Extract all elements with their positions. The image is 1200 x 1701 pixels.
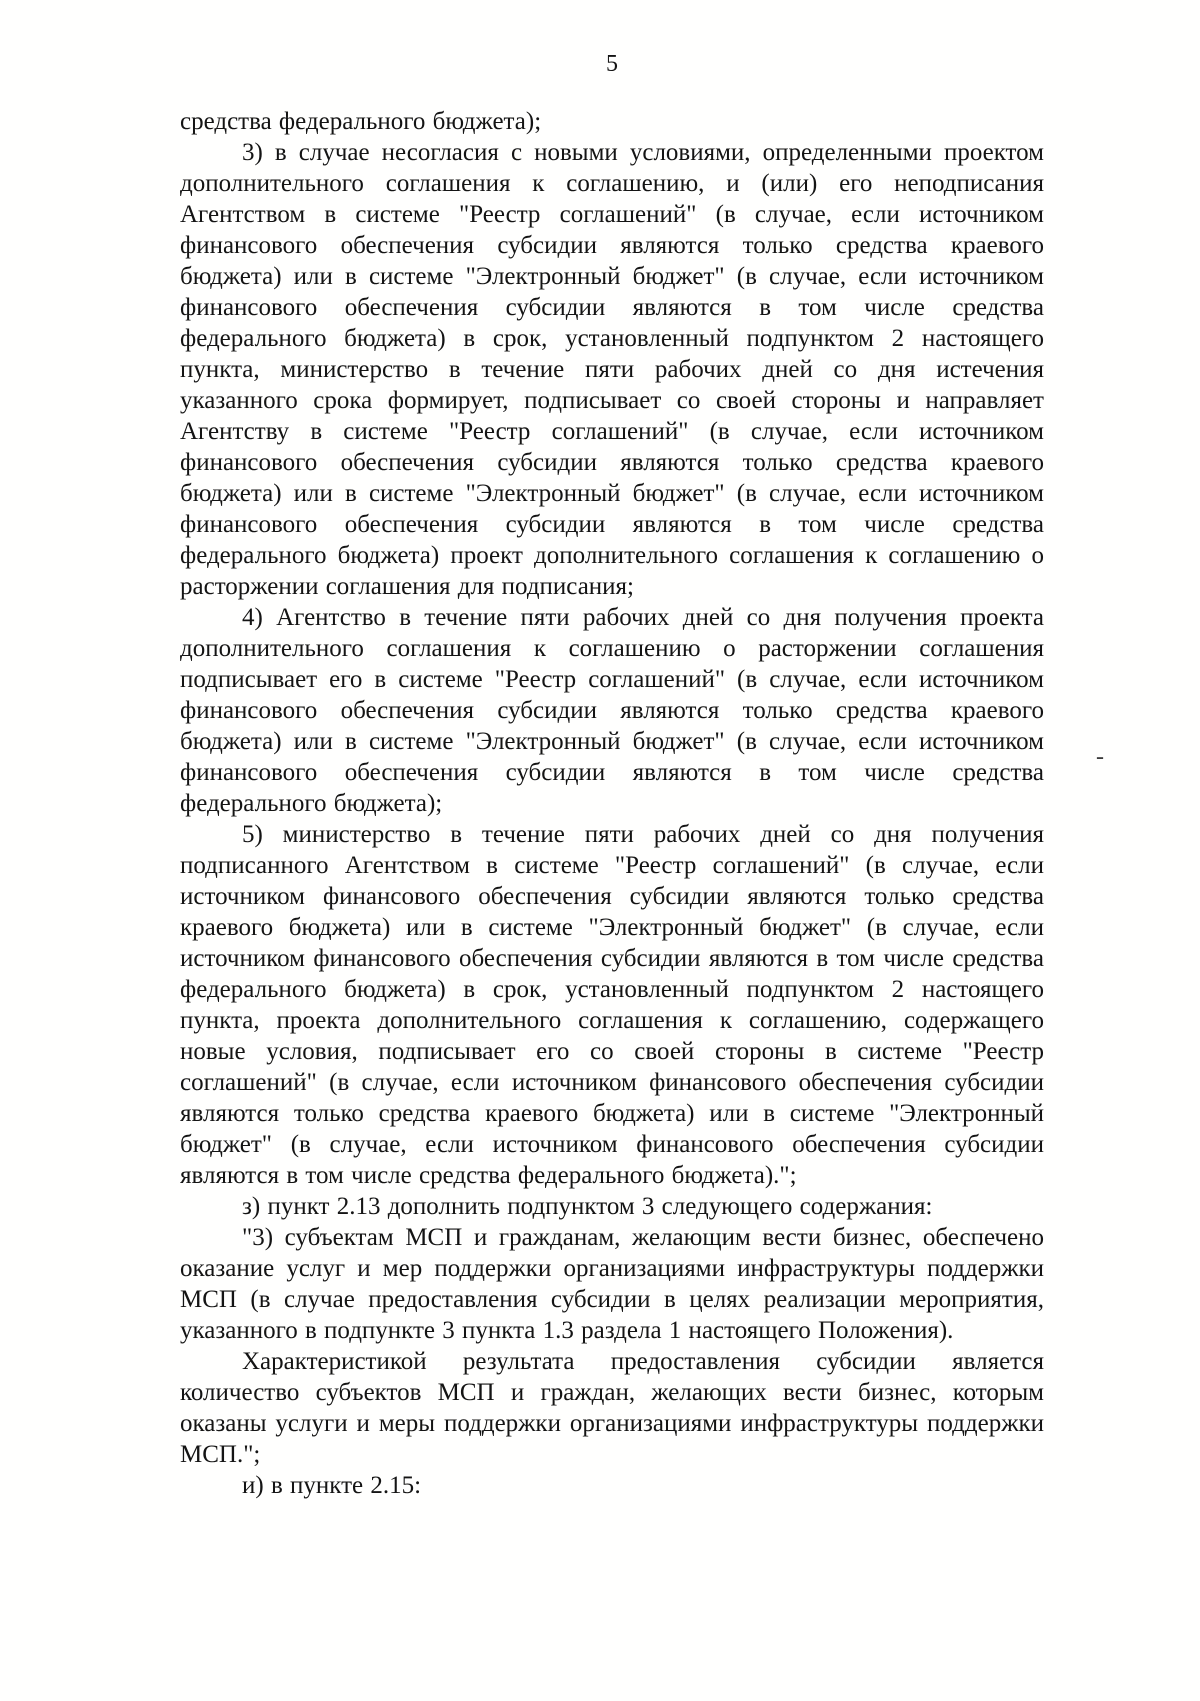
scan-artifact-dash: - [1096,744,1104,770]
paragraph-characteristic: Характеристикой результата предоставления субсидии является количество субъектов МСП и граждан, желающих вести бизнес, которым оказаны услуги и меры поддержки организациями инфраструктуры поддержки МСП."; [180,1348,1044,1468]
paragraph-continuation: средства федерального бюджета); [180,108,542,135]
paragraph-subpoint-3: 3) в случае несогласия с новыми условиями, определенными проектом дополнительного соглашения к соглашению, и (или) его неподписания Агентством в системе "Реестр соглашений" (в случае, если источником финансового обеспечения субсидии являются только средства краевого бюджета) или в системе "Электронный бюджет" (в случае, если источником финансового обеспечения субсидии являются в том числе средства федерального бюджета) в срок, установленный подпунктом 2 настоящего пункта, министерство в течение пяти рабочих дней со дня истечения указанного срока формирует, подписывает со своей стороны и направляет Агентству в системе "Реестр соглашений" (в случае, если источником финансового обеспечения субсидии являются только средства краевого бюджета) или в системе "Электронный бюджет" (в случае, если источником финансового обеспечения субсидии являются в том числе средства федерального бюджета) проект дополнительного соглашения к соглашению о расторжении соглашения для подписания; [180,139,1044,600]
paragraph-subpoint-5: 5) министерство в течение пяти рабочих дней со дня получения подписанного Агентством в системе "Реестр соглашений" (в случае, если источником финансового обеспечения субсидии являются только средства краевого бюджета) или в системе "Электронный бюджет" (в случае, если источником финансового обеспечения субсидии являются в том числе средства федерального бюджета) в срок, установленный подпунктом 2 настоящего пункта, проекта дополнительного соглашения к соглашению, содержащего новые условия, подписывает его со своей стороны в системе "Реестр соглашений" (в случае, если источником финансового обеспечения субсидии являются только средства краевого бюджета) или в системе "Электронный бюджет" (в случае, если источником финансового обеспечения субсидии являются в том числе средства федерального бюджета)."; [180,821,1044,1189]
page-number: 5 [606,51,618,77]
paragraph-item-z: з) пункт 2.13 дополнить подпунктом 3 следующего содержания: [242,1193,933,1220]
document-body [180,106,1044,1501]
paragraph-item-i: и) в пункте 2.15: [242,1472,422,1499]
paragraph-subpoint-4: 4) Агентство в течение пяти рабочих дней со дня получения проекта дополнительного соглашения к соглашению о расторжении соглашения подписывает его в системе "Реестр соглашений" (в случае, если источником финансового обеспечения субсидии являются только средства краевого бюджета) или в системе "Электронный бюджет" (в случае, если источником финансового обеспечения субсидии являются в том числе средства федерального бюджета); [180,604,1044,817]
paragraph-quoted-subpoint-3: "3) субъектам МСП и гражданам, желающим вести бизнес, обеспечено оказание услуг и мер поддержки организациями инфраструктуры поддержки МСП (в случае предоставления субсидии в целях реализации мероприятия, указанного в подпункте 3 пункта 1.3 раздела 1 настоящего Положения). [180,1224,1044,1344]
